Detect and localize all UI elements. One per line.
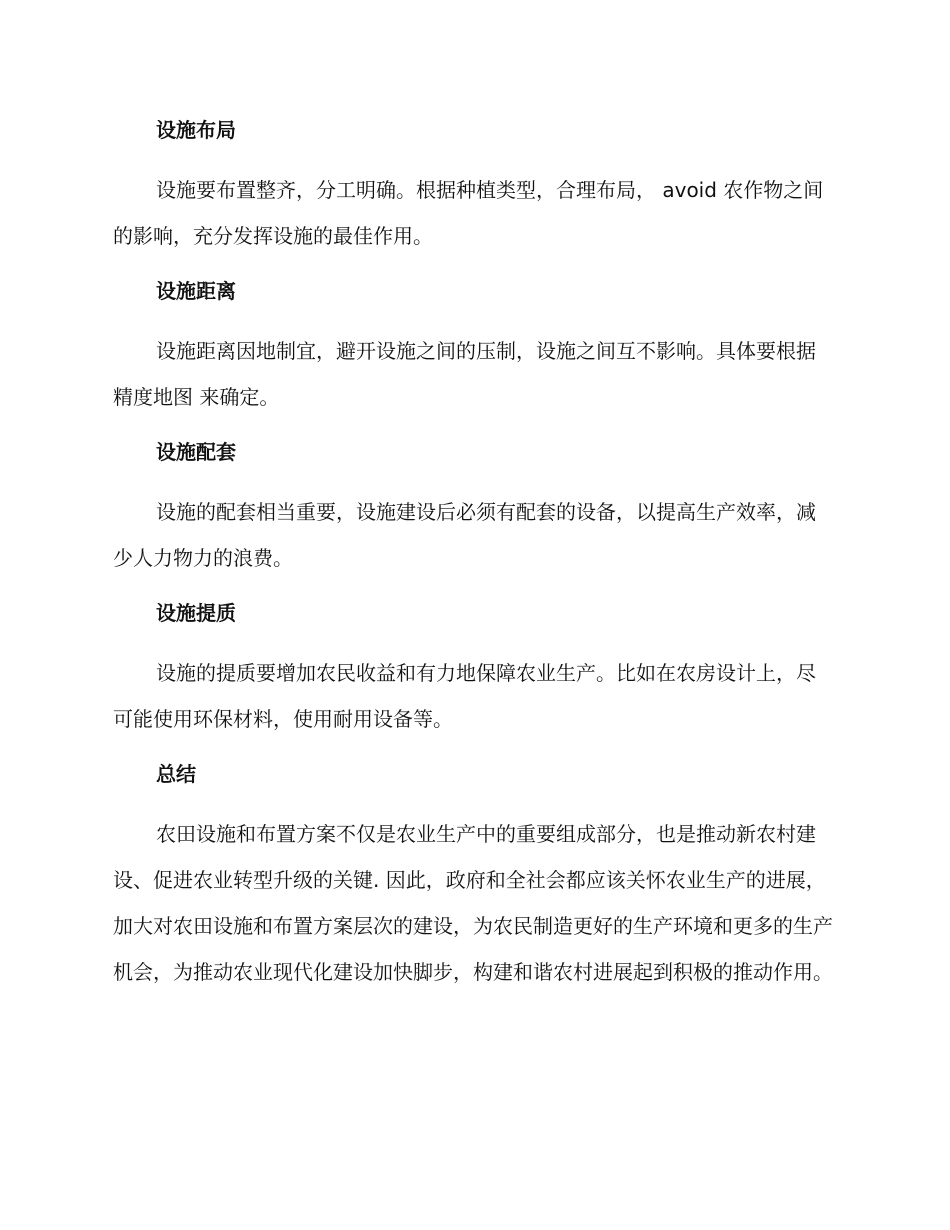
section-heading: 设施配套 — [156, 440, 236, 464]
section-heading: 设施提质 — [156, 601, 236, 625]
section-paragraph: 设施的提质要增加农民收益和有力地保障农业生产。比如在农房设计上，尽可能使用环保材料，使用耐用设备等。 — [113, 661, 816, 731]
section-facility-support — [113, 434, 835, 581]
section-paragraph: 设施的配套相当重要，设施建设后必须有配套的设备，以提高生产效率，减少人力物力的浪费。 — [113, 500, 816, 570]
section-facility-layout — [113, 112, 835, 259]
section-heading: 设施距离 — [156, 279, 236, 303]
section-paragraph: 农田设施和布置方案不仅是农业生产中的重要组成部分，也是推动新农村建设、促进农业转型升级的关键. 因此，政府和全社会都应该关怀农业生产的进展，加大对农田设施和布置方案层次的建设，为农民制造更好的生产环境和更多的生产机会，为推动农业现代化建设加快脚步，构建和谐农村进展起到积极的推动作用。 — [113, 822, 833, 984]
section-paragraph: 设施距离因地制宜，避开设施之间的压制，设施之间互不影响。具体要根据 精度地图 来确定。 — [113, 339, 816, 409]
section-facility-quality — [113, 595, 835, 742]
section-paragraph: 设施要布置整齐，分工明确。根据种植类型，合理布局， avoid 农作物之间的影响，充分发挥设施的最佳作用。 — [113, 178, 824, 248]
section-heading: 总结 — [156, 762, 196, 786]
section-heading: 设施布局 — [156, 118, 236, 142]
document-body — [113, 112, 835, 1009]
section-facility-distance — [113, 273, 835, 420]
section-summary — [113, 756, 835, 995]
